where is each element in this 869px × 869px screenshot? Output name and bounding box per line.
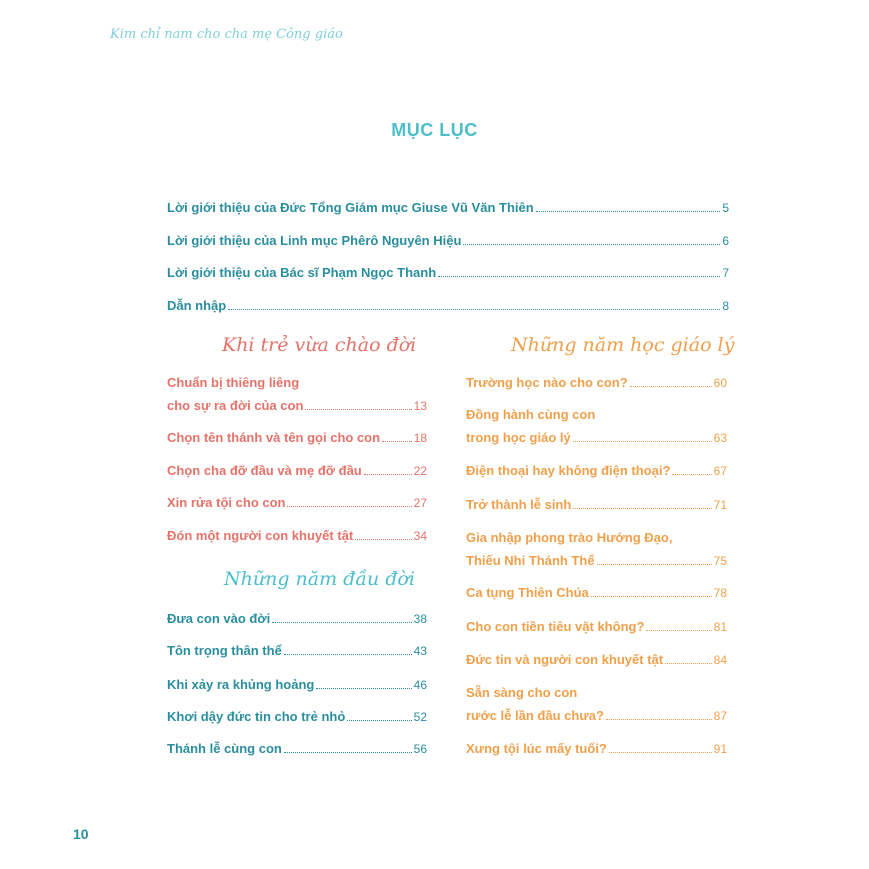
toc-entry-label: Xưng tội lúc mấy tuổi? [466,741,607,756]
toc-entry-label: Cho con tiền tiêu vặt không? [466,619,645,634]
toc-entry-page: 52 [413,710,427,724]
toc-entry-label: Đón một người con khuyết tật [167,528,354,543]
toc-entry-dau-doi-5 [167,741,427,757]
toc-entry-page: 63 [713,431,727,445]
section-heading-dau-doi: Những năm đầu đời [224,568,415,590]
toc-entry-page: 46 [413,678,427,692]
toc-entry-label: Ca tụng Thiên Chúa [466,585,589,600]
toc-entry-label: Xin rửa tội cho con [167,495,286,510]
dot-leader [305,409,411,410]
toc-entry-page: 13 [413,399,427,413]
toc-entry-label: Đưa con vào đời [167,611,271,626]
dot-leader [597,564,712,565]
toc-entry-intro-2 [167,233,729,249]
toc-entry-khi-tre-5 [167,528,427,544]
toc-entry-label: Lời giới thiệu của Bác sĩ Phạm Ngọc Thanh [167,265,437,280]
dot-leader [573,508,711,509]
toc-entry-khi-tre-3 [167,463,427,479]
dot-leader [665,663,712,664]
toc-entry-page: 60 [713,376,727,390]
dot-leader [347,720,411,721]
toc-entry-page: 18 [413,431,427,445]
toc-entry-label-line1: Gia nhập phong trào Hướng Đạo, [466,530,673,545]
toc-entry-page: 34 [413,529,427,543]
dot-leader [573,441,712,442]
toc-entry-label: Khi xảy ra khủng hoảng [167,677,315,692]
toc-entry-page: 43 [413,644,427,658]
toc-entry-dau-doi-4 [167,709,427,725]
toc-entry-label: Thánh lễ cùng con [167,741,282,756]
dot-leader [438,276,720,277]
dot-leader [228,309,720,310]
toc-entry-label: Thiếu Nhi Thánh Thể [466,553,595,568]
toc-entry-giao-ly-4 [466,497,727,513]
toc-entry-label: Lời giới thiệu của Linh mục Phêrô Nguyên Hiệu [167,233,462,248]
toc-entry-line [466,553,727,569]
toc-entry-intro-1 [167,200,729,216]
dot-leader [609,752,712,753]
dot-leader [646,630,711,631]
toc-entry-giao-ly-3 [466,463,727,479]
toc-entry-label: Trường học nào cho con? [466,375,628,390]
toc-entry-page: 84 [713,653,727,667]
dot-leader [272,622,411,623]
section-heading-khi-tre: Khi trẻ vừa chào đời [222,334,417,356]
toc-entry-giao-ly-6 [466,585,727,601]
toc-entry-page: 8 [722,299,729,313]
page-number: 10 [73,826,89,842]
dot-leader [316,688,411,689]
dot-leader [284,752,412,753]
toc-entry-khi-tre-2 [167,430,427,446]
toc-entry-giao-ly-8 [466,652,727,668]
toc-entry-giao-ly-10 [466,741,727,757]
dot-leader [606,719,712,720]
toc-entry-page: 7 [722,266,729,280]
dot-leader [382,441,412,442]
toc-entry-page: 5 [722,201,729,215]
dot-leader [355,539,411,540]
page-title: MỤC LỤC [391,120,478,140]
running-header: Kim chỉ nam cho cha mẹ Công giáo [110,27,343,42]
toc-entry-intro-3 [167,265,729,281]
dot-leader [463,244,720,245]
toc-entry-label: Chọn tên thánh và tên gọi cho con [167,430,381,445]
dot-leader [630,386,712,387]
toc-entry-line [167,398,427,414]
toc-entry-dau-doi-3 [167,677,427,693]
toc-entry-intro-4 [167,298,729,314]
dot-leader [364,474,412,475]
toc-entry-page: 78 [713,586,727,600]
toc-entry-label: Trở thành lễ sinh [466,497,572,512]
dot-leader [591,596,712,597]
toc-entry-dau-doi-2 [167,643,427,659]
toc-entry-giao-ly-7 [466,619,727,635]
toc-entry-label: Tôn trọng thân thể [167,643,282,658]
toc-entry-page: 6 [722,234,729,248]
dot-leader [284,654,412,655]
toc-entry-label: Lời giới thiệu của Đức Tổng Giám mục Giuse Vũ Văn Thiên [167,200,534,215]
toc-entry-line [466,430,727,446]
dot-leader [287,506,411,507]
toc-entry-page: 67 [713,464,727,478]
toc-entry-page: 81 [713,620,727,634]
section-heading-giao-ly: Những năm học giáo lý [511,334,735,356]
toc-entry-giao-ly-1 [466,375,727,391]
toc-entry-label: rước lễ lần đầu chưa? [466,708,604,723]
toc-entry-label-line1: Chuẩn bị thiêng liêng [167,375,300,390]
toc-entry-label: cho sự ra đời của con [167,398,304,413]
toc-entry-label: trong học giáo lý [466,430,571,445]
toc-entry-khi-tre-4 [167,495,427,511]
toc-entry-page: 91 [713,742,727,756]
dot-leader [672,474,711,475]
toc-entry-label: Khơi dậy đức tin cho trẻ nhỏ [167,709,346,724]
toc-entry-page: 87 [713,709,727,723]
dot-leader [536,211,721,212]
toc-entry-dau-doi-1 [167,611,427,627]
toc-entry-label: Dẫn nhập [167,298,227,313]
toc-entry-page: 22 [413,464,427,478]
toc-entry-page: 75 [713,554,727,568]
toc-entry-label-line1: Đồng hành cùng con [466,407,596,422]
toc-entry-page: 56 [413,742,427,756]
toc-entry-page: 38 [413,612,427,626]
toc-entry-page: 27 [413,496,427,510]
toc-entry-label-line1: Sẵn sàng cho con [466,685,578,700]
toc-entry-line [466,708,727,724]
toc-entry-label: Chọn cha đỡ đầu và mẹ đỡ đầu [167,463,362,478]
toc-entry-label: Điện thoại hay không điện thoại? [466,463,671,478]
toc-entry-label: Đức tin và người con khuyết tật [466,652,664,667]
toc-entry-page: 71 [713,498,727,512]
